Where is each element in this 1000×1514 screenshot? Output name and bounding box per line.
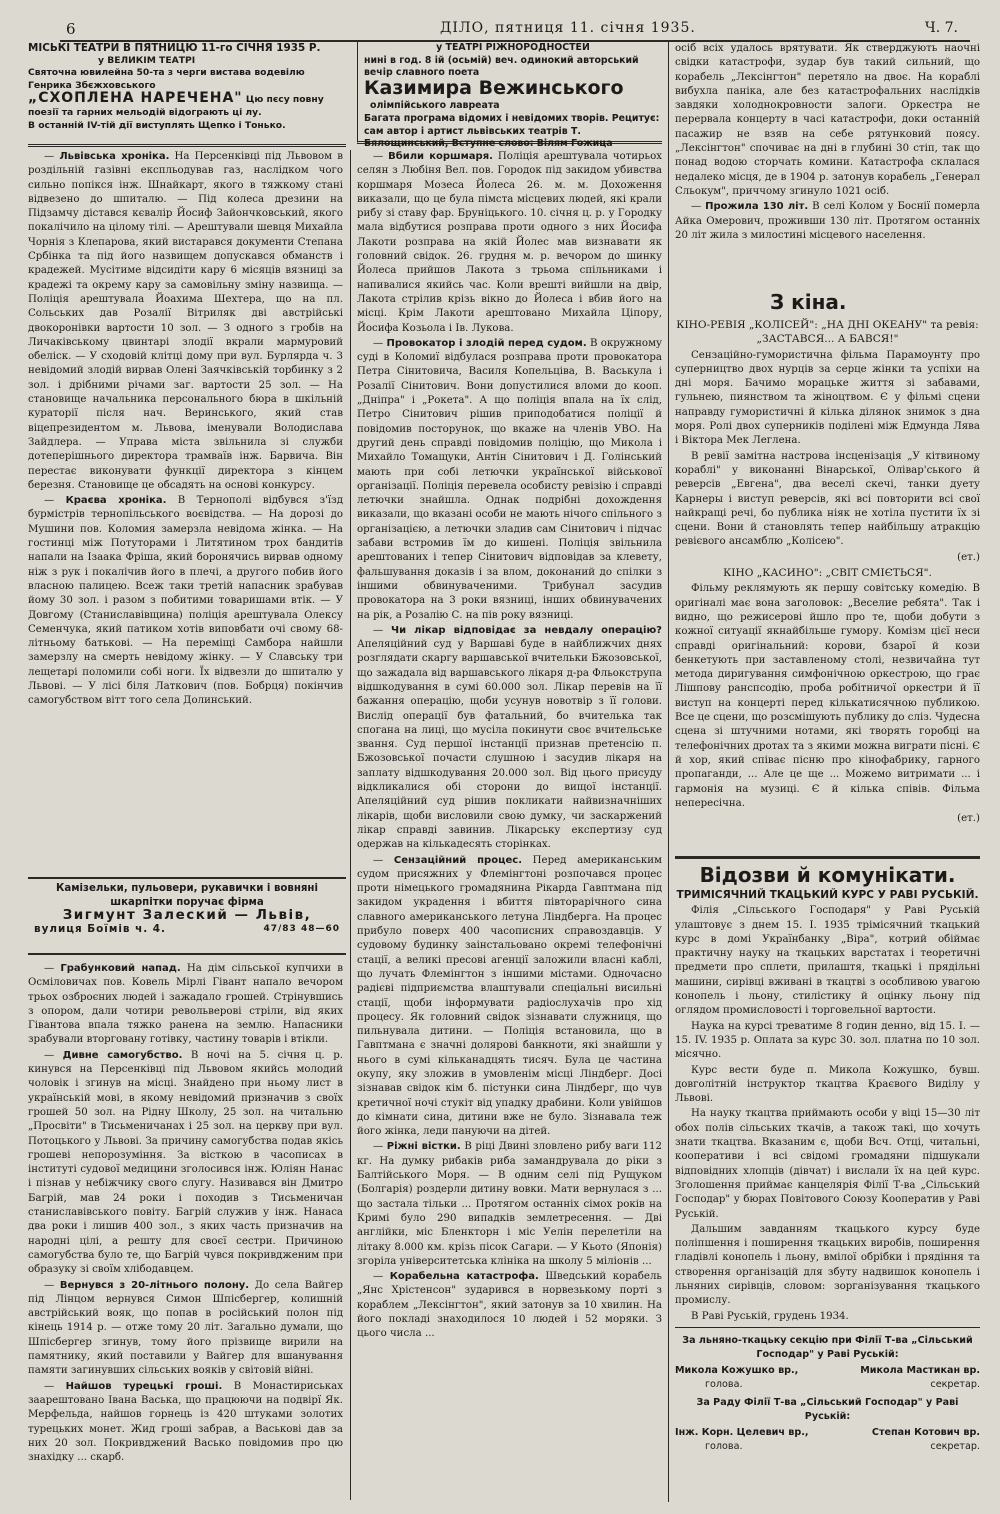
column-2 (357, 150, 662, 1502)
news-text: В селі Колом у Боснії померла Айка Омерович, проживши 130 літ. Протягом останніх 20 літ жила з милостині місцевого населення. (675, 201, 980, 241)
vezhynsky-advert (357, 42, 662, 150)
announcement-text: На науку ткацтва приймають особи у віці 15—30 літ обох полів сільських ткачів, а також такі, що хочуть знати ткацтва. Вказаним є, щоби Всч. Отці, читальні, кооперативи і всі свідомі громадяни підшукали відповідних хлопців (дівчат) і вислали їх на цей курс. Зголошення приймає канцелярія Філії Т-ва „Сільський Господар" у бюрах Повітового Союзу Кооператив у Раві Руській. (675, 1108, 980, 1220)
kino-text: Фільму реклямують як першу совітську комедію. В оригіналі має вона заголовок: „Веселие ребята". Так і видно, що режисерові йшло про те, щоби добути з кожної ситуації якнайбільше гумору. Комізм цієї неси справді оригінальний: корови, бзарої й кози бенкетують при заставленому столі, незвичайна тут метода диригування симфонічною оркестрою, що грає Лішпову ранспсодію, проба робітничої оркестри й її виступ на концерті перед кількатисячною публикою. Все це сцени, що розсмішують публику до сліз. Чудесна сцена зі штучними нотами, які творять горобці на телефонічних дротах та з якими можна виграти пісні. Є й хор, який співає пісню про кінофабрику, гарного пропаганди, ... Але це ще ... Можемо витримати ... і гармонія на музиці. Є й кілька співів. Фільма непересічна. (675, 583, 980, 809)
theatre-advert (28, 42, 346, 147)
news-text: Апеляційний суд у Варшаві буде в найближчих днях розглядати скаргу варшавської вчительки Бжозовської, що зажадала від варшавського лікаря д-ра Фльокструпа відшкодування в сумі 60.000 зол. Лікар перевів на її бажання операцію, щоби усунув новотвір з її голови. Вислід операції був фатальний, бо вчителька так спогана на лиці, що мусіла покинути своє вчительське звання. Суд першої інстанції признав претенсію п. Бжозовської почасти слушною і засудив лікаря на заплату відшкодування 20.000 зол. Від цього присуду відкликалися обі сторони до вищої інстанції. Апеляційний суд рішив покликати найвизначніших лікарів, щоби висловили свою думку, чи заскаржений лікар справді завинив. Лікарську експертизу суд одержав на кількадесять сторінках. (357, 639, 662, 851)
news-head: Провокатор і злодій перед судом. (386, 337, 587, 349)
signature-row (675, 1364, 980, 1393)
news-head: Львівська хроніка. (59, 151, 170, 162)
news-head: Краєва хроніка. (65, 495, 167, 507)
news-text: В Тернополі відбувся з'їзд бурмістрів тернопільського воєвідства. — На дорозі до Мушини пов. Коломия замерзла невідома жінка. — На гостинці між Потуторами і Литятином трох бандитів напали на Ізаака Фріша, який боронячись вирвав одному ніж з рук і покалічив його в плечі, а другого побив його власною палицею. Всеж таки третій напасник зрабував йому 30 зол. і разом з побитими товаришами втік. — У Довгому (Станиславівщина) поліція арештувала Олексу Семенчука, який патиком хотів виповбати очі свому 68-літньому батькові. — На переміщі Самбора найшли замерзлу на смерть невідому жінку. — У Славську три лещетарі поломили собі ноги. Їх відвезли до шпиталю у Львові. — У лісі біля Латкович (пов. Бобрця) покінчив самогубством вітт того села Долинський. (28, 495, 343, 707)
author-initials: (ет.) (957, 551, 980, 563)
news-text: осіб всіх удалось врятувати. Як стверджують наочні свідки катастрофи, зудар був такий сильний, що корабель „Лексінгтон" перетяло на двоє. На кораблі вибухла паніка, але без катастрофальних наслідків завдяки холоднокровности залоги. Оркестра не перервала концерту в часі катастрофи, доки останній пасажир не взяв на себе рятунковий поясу. „Лексінгтон" спочиває на дні в глубині 30 стіп, так що понад водою сторчать комини. Катастрофа склалася недалеко місця, де в 1904 р. затонув корабель „Генерал Сльокум", приччому згинуло 1021 осіб. (675, 43, 980, 197)
news-item (675, 42, 980, 199)
masthead-date: ДІЛО, пятниця 11. січня 1935. (440, 20, 696, 36)
kino-heading: З кіна. (770, 290, 847, 314)
poet-name: Казимира Вежинського (364, 76, 624, 99)
ad-line: Цю пєсу повну поезії та гарних мельодій відограють ці лу. (28, 94, 324, 118)
page-number: 6 (66, 20, 76, 38)
announcement-date: В Раві Руській, грудень 1934. (691, 1310, 849, 1322)
news-head: Найшов турецькі гроші. (65, 1380, 223, 1392)
kino-text: В ревії замітна настрова інсценізація „У кітвиному кораблі" у виконанні Вінарської, Олівар'ського й реверсів „Евгена", два веселі скечі, танки дуету Карнеры і виступ реверсів, які всі повторити всі свої найкращі речі, бо публика ніяк не хотіла пустити їх зі сцени. Вони й становлять тепер найбільшу атракцію ревієвого ансамблю „Колісею". (675, 450, 980, 548)
news-head: Прожила 130 літ. (705, 201, 809, 213)
play-title: „СХОПЛЕНА НАРЕЧЕНА" (28, 90, 243, 107)
news-head: Вбили коршмаря. (388, 151, 493, 162)
news-text: До села Вайгер під Лінцом вернувся Симон Шпісбергер, колишній австрійський вояк, що попав в російський полон під кінець 1914 р. — отже тому 20 літ. Загально думали, що Шпісбергер згинув, тому його прізвище вирили на памятнику, який поставили у Вайгер для вшанування памяти загинувших сільських вояків у світовій війні. (28, 1279, 343, 1377)
announcement-text: Наука на курсі треватиме 8 годин денно, від 15. I. — 15. IV. 1935 р. Оплата за курс 30. зол. платна по 10 зол. місячно. (675, 1020, 980, 1061)
news-text: Поліція арештувала чотирьох селян з Любіня Вел. пов. Городок під закидом убивства коршмаря Мозеса Йолеса 26. м. м. Дохоження виказали, що це була пімста місцевих людей, які крали рибу зі ставу фар. Бруніцького. 10. січня ц. р. у Городку мала відбутися розправа проти одного з них Йосифа Лакоти розправа на якій Йолес мав визнавати як головний свідок. 26. грудня м. р. вечором до шинку Йолеса прийшов Лакота з трьома спільниками і напивалися якийсь час. Коли врешті вийшли на двір, Лакота стрілив крізь вікно до Йолеса і вбив його на місці. Крім Лакоти арештовано Михайла Ціпору, Йосифа Козьола і Ів. Лукова. (357, 151, 662, 334)
ad-line: у ВЕЛИКІМ ТЕАТРІ (98, 54, 196, 66)
column-rule (668, 42, 669, 1502)
kino-subheading: КІНО-РЕВІЯ „КОЛІСЕЙ": „НА ДНІ ОКЕАНУ" та ревія: „ЗАСТАВСЯ... А БАВСЯ!" (676, 319, 979, 346)
signer-name: Інж. Корн. Целевич вр., (675, 1426, 809, 1438)
ad-line: нині в год. 8 ій (осьмій) веч. одинокий авторський вечір славного поета (364, 54, 639, 79)
signer-role: секретар. (930, 1440, 980, 1452)
signature (675, 1364, 798, 1393)
announcements-section (675, 888, 980, 1502)
announcement-text: Курс вести буде п. Микола Кожушко, бувш. довголітній інструктор ткацтва Краєвого Виділу у Львові. (675, 1064, 980, 1105)
news-item: — Корабельна катастрофа. Шведський корабель „Янс Хрістенсон" зударився в норвезькому порті з кораблем „Лексінгтон", який затонув за 10 хвилин. На його покладі знаходилося 10 людей і 52 моряки. З цього числа ... (357, 1271, 662, 1340)
signature (860, 1364, 980, 1393)
divider (675, 1327, 980, 1328)
news-item: — Грабунковий напад. На дім сільської купчихи в Осміловичах пов. Ковель Мірлі Гівант напало вечором трьох озброєних людей і зажадало грошей. Стрінувшись з опором, дали чотири револьверові стріли, від яких Гівантова впала тяжко ранена на землю. Напасники зрабували вторговану готівку, частину товарів і втікли. (28, 963, 343, 1046)
news-item: — Провокатор і злодій перед судом. В окружному суді в Коломиї відбулася розправа проти провокатора Петра Сінитовича, Василя Копельціва, В. Васькула і Розалії Сінитович. Вони допустилися вломи до коoп. „Дніпра" і „Рокета". А що поліція впала на їх слід, Петро Сінитович рішив приподобатися поліції й повідомив посторунок, що вкаже на членів УВО. На другий день справді повідомив поліцію, що Микола і Михайло Томащуки, Антін Сінитович і Д. Голінський мають при собі летючки української військової організації. Поліція перевела особисту ревізію і справді летючки знайшла. Однак подрібні дохождення виказали, що вказані особи не мають нічого спільного з організацією, а летючки зладив сам Сінитович і підчас забави встромив їм до кишені. Поліція звільнила арештованих і тепер Сінитович відповідав за клевету, фальшування доказів і за влом, доконаний до спілки з іншими обвинуваченими. Трибунал засудив провокатора на 3 роки вязниці, інших обвинувачених на рік, а Розалію С. на пів року вязниці. (357, 337, 662, 621)
page-header (60, 18, 970, 42)
signature-row (675, 1426, 980, 1455)
news-text: На Персенківці під Львовом в роздільній газівні експльодував газ, наслідком чого сильно попікся інж. Шнайкарт, якого в тяжкому стані відвезено до шпиталю. — Під колеса дрезини на Підзамчу дістався кєвалір Йосиф Зайончковський, якого покалічило на цілому тілі. — Арештували шевця Михайла Чорнія з Клепарова, який вистарався документи Степана Србінка та під його назвищем допускався обманств і крадежей. Мусітиме відсидіти кару 6 місяців вязниці за крадежі та окрему кару за самовільну зміну назвища. — Поліція арештувала Йоахима Шехтера, що на пл. Сольських дав Розалії Вітриляк дві австрійські двокоронівки вартости 10 зол. — З одного з гробів на Личаківському цвинтарі злодії вкрали мармуровий обеліск. — У сходовій клітці дому при вул. Бурлярда ч. 3 невідомий злодій вирвав Олені Заячківській торбинку з 2 зол. і дрібними річами заг. вартости 25 зол. — На становище начальника персонального бюра в шкільній кураторії після нач. Веринського, який став віцепрезидентом м. Львова, іменували Володислава Зайдлера. — Управа міста звільнила зі служби дотеперішнього директора трамваїв інж. Барвича. Він перестає виконувати функції директора з кінцем березня. Становище це обсадять на основі конкурсу. (28, 151, 343, 491)
news-item: — Краєва хроніка. В Тернополі відбувся з'їзд бурмістрів тернопільського воєвідства. — На дорозі до Мушини пов. Коломия замерзла невідома жінка. — На гостинці між Потуторами і Литятином трох бандитів напали на Ізаака Фріша, який боронячись вирвав одному ніж з рук і покалічив його в плечі, а другого побив його власною палицею. Всеж таки третій напасник зрабував йому 30 зол. і разом з побитими товаришами втік. — У Довгому (Станиславівщина) поліція арештувала Олексу Семенчука, який патиком хотів виповбати очі свому 68-літньому батькові. — На переміщі Самбора найшли замерзлу на смерть невідому жінку. — У Славську три лещетарі поломили собі ноги. Їх відвезли до шпиталю у Львові. — У лісі біля Латкович (пов. Бобрця) покінчив самогубством вітт того села Долинський. (28, 495, 343, 707)
firm-name: Зигмунт Залеский — Львів, (62, 907, 312, 923)
news-item: — Чи лікар відповідає за невдалу операцію? Апеляційний суд у Варшаві буде в найближчих днях розглядати скаргу варшавської вчительки Бжозовської, що зажадала від варшавського лікаря д-ра Фльокструпа відшкодування в сумі 60.000 зол. Лікар перевів на її бажання операцію, щоби усунув новотвір з її голови. Вислід операції був фатальний, бо вчителька так спогана на лиці, що мусіла покинути своє вчительське звання. Суд першої інстанції признав претенсію п. Бжозовської почасти слушною і засудив лікаря на заплату відшкодування 20.000 зол. Від цього присуду відкликалися обі сторони до вищої інстанції. Апеляційний суд рішив покликати найвизначніших лікарів, щоби висловили свою думку, чи заскаржений лікар справді завинив. Лікарську експертизу суд одержав на кількадесять сторінках. (357, 624, 662, 851)
news-item: — Дивне самогубство. В ночі на 5. січня ц. р. кинувся на Персенківці під Львовом якийсь молодий чоловік і згинув на місці. Знайдено при ньому лист в українській мові, в якому невідомий призначив з своїх грошей 50 зол. на Рідну Школу, 25 зол. на читальню „Просвіти" в Тисьменичанах і 25 зол. на церкву при вул. Потоцького у Львові. За причину самогубства подав якісь грошеві непорозуміння. За вісткою в часописах в інституті судової медицини зголосився інж. Юліян Нанас і пізнав у небіжчику свого слугу. Називався він Дмитро Багрій, мав 24 роки і походив з Тисьменичан станиславівського повіту. Багрій служив у інж. Нанаса два роки і лишив 400 зол., з яких часть призначив на народні цілі, а решту для своєї сестри. Причиною самогубства було те, що Багрій чувся покривдженим при образуку зі своїм хлібодавцем. (28, 1049, 343, 1276)
announcement-text: Філія „Сільського Господаря" у Раві Руській улаштовує з днем 15. I. 1935 трімісячний ткацький курс в домі Українбанку „Віра", котрий обіймає практичну науку на ткацьких варстатах і теоретичні предмети про сплети, прилаштя, ткацькі і прядільні машини, сирівці вживані в ткацтві з особливою увагою конопель і льону, стилістику й оцінку льону під оглядом промисловості і торговельної вартости. (675, 905, 980, 1017)
column-1-top (28, 150, 343, 872)
news-item: — Найшов турецькі гроші. В Монастириськах заарештовано Івана Васька, що працюючи на подвірї Як. Мерфельда, найшов горнець із 420 штуками золотих турецьких монет. Жид гроші забрав, а Васькові дав за них 20 зол. Покривджений Васько повідомив про цю знахідку ... скарб. (28, 1380, 343, 1464)
ad-line: Багата програма відомих і невідомих творів. Рецитує: сам автор і артист львівських театрів Т. Бялощинський, Вступне слово: Вілям Гожица (364, 112, 660, 150)
ad-line: у ТЕАТРІ РІЖНОРОДНОСТЕЙ (436, 42, 590, 53)
news-text: В ночі на 5. січня ц. р. кинувся на Персенківці під Львовом якийсь молодий чоловік і згинув на місці. Знайдено при ньому лист в українській мові, в якому невідомий призначив з своїх грошей 50 зол. на Рідну Школу, 25 зол. на читальню „Просвіти" в Тисьменичанах і 25 зол. на церкву при вул. Потоцького у Львові. За причину самогубства подав якісь грошеві непорозуміння. За вісткою в часописах в інституті судової медицини зголосився інж. Юліян Нанас і пізнав у небіжчику свого слугу. Називався він Дмитро Багрій, мав 24 роки і походив з Тисьменичан станиславівського повіту. Багрій служив у інж. Нанаса два роки і лишив 400 зол., з яких часть призначив на народні цілі, а решту для своєї сестри. Причиною самогубства було те, що Багрій чувся покривдженим при образуку зі своїм хлібодавцем. (28, 1049, 343, 1276)
signature (675, 1426, 809, 1455)
ad-line: МІСЬКІ ТЕАТРИ В ПЯТНИЦЮ 11-го СІЧНЯ 1935 Р. (28, 42, 321, 54)
signature (872, 1426, 980, 1455)
announcement-text: Дальшим завданням ткацького курсу буде поліпшення і поширення ткацьких виробів, поширення гладівлі конопель і льону, вмілої обрібки і прядіння та створення організацій для збуту надвишок конопель і льняних сирівців, словом: зорганізування ткацького промислу. (675, 1223, 980, 1307)
signer-name: Микола Кожушко вр., (675, 1364, 799, 1376)
column-3-top (675, 42, 980, 280)
news-item: — Вернувся з 20-літнього полону. До села Вайгер під Лінцом вернувся Симон Шпісбергер, колишній австрійський вояк, що попав в російський полон під кінець 1914 р. — отже тому 20 літ. Загально думали, що Шпісбергер згинув, тому його прізвище вирили на памятнику, який поставили у Вайгер для вшанування памяти загинувших сільських вояків у світовій війні. (28, 1279, 343, 1377)
signer-role: голова. (705, 1440, 743, 1452)
shop-advert (28, 877, 346, 955)
news-item: — Львівська хроніка. На Персенківці під Львовом в роздільній газівні експльодував газ, наслідком чого сильно попікся інж. Шнайкарт, якого в тяжкому стані відвезено до шпиталю. — Під колеса дрезини на Підзамчу дістався кєвалір Йосиф Зайончковський, якого покалічило на цілому тілі. — Арештували шевця Михайла Чорнія з Клепарова, який вистарався документи Степана Србінка та під його назвищем допускався обманств і крадежей. Мусітиме відсидіти кару 6 місяців вязниці за крадежі та окрему кару за самовільну зміну назвища. — Поліція арештувала Йоахима Шехтера, що на пл. Сольських дав Розалії Вітриляк дві австрійські двокоронівки вартости 10 зол. — З одного з гробів на Личаківському цвинтарі злодії вкрали мармуровий обеліск. — У сходовій клітці дому при вул. Бурлярда ч. 3 невідомий злодій вирвав Олені Заячківській торбинку з 2 зол. і дрібними річами заг. вартости 25 зол. — На становище начальника персонального бюра в шкільній кураторії після нач. Веринського, який став віцепрезидентом м. Львова, іменували Володислава Зайдлера. — Управа міста звільнила зі служби дотеперішнього директора трамваїв інж. Барвича. Він перестає виконувати функції директора з кінцем березня. Становище це обсадять на основі конкурсу. (28, 151, 343, 491)
news-head: Грабунковий напад. (60, 963, 181, 974)
news-item: — Сензаційний процес. Перед американським судом присяжних у Флемінгтоні розпочався процес проти німецького громадянина Рікарда Гавптмана під закидом украдення і вбиття півторарічного сина славного американського летуна Ліндберга. На процес прибуло поверх 400 часописних справоздавців. У судовому будинку заінстальовано окремі телефонічні стації, а великі пресові агенції заложили власні каблі, що лучать Флемінгтон з іншими містами. Одночасно радієві підприємства влаштували спеціальні висильні стації, щоби інформувати радіослухачів про хід процесу. Як головний свідок зізнавати служниця, що пильнувала дитини. — Поліція встановила, що в Гавптмана є значні долярові банкноти, які знайшли у нього в сумі кільканадцять тисяч. Була це частина окупу, яку зложив в умовленім місці Ліндберг. Досі зізнавав свідок кім б. пістунки сина Ліндберг, що чув кретичної ночі стукіт від упадку драбини. Коли увійшов до кімнати сина, дитини вже не було. Зізнавала теж його жінка, леди пануючи на дітей. (357, 854, 662, 1138)
signature-heading: За Раду Філії Т-ва „Сільський Господар" у Раві Руській: (696, 1397, 959, 1423)
author-initials: (ет.) (957, 813, 980, 825)
signature-heading: За льняно-ткацьку секцію при Філії Т-ва „Сільський Господар" у Раві Руській: (682, 1334, 973, 1361)
kino-section (675, 318, 980, 848)
news-text: В окружному суді в Коломиї відбулася розправа проти провокатора Петра Сінитовича, Василя Копельціва, В. Васькула і Розалії Сінитович. Вони допустилися вломи до коoп. „Дніпра" і „Рокета". А що поліція впала на їх слід, Петро Сінитович рішив приподобатися поліції й повідомив посторунок, що вкаже на членів УВО. На другий день справді повідомив поліцію, що Микола і Михайло Томащуки, Антін Сінитович і Д. Голінський мають при собі летючки української військової організації. Поліція перевела особисту ревізію і справді летючки знайшла. Однак подрібні дохождення виказали, що вказані особи не мають нічого спільного з організацією, а летючки зладив сам Сінитович і підчас забави встромив їм до кишені. Поліція звільнила арештованих і тепер Сінитович відповідав за клевету, фальшування доказів і за влом, доконаний до спілки з іншими обвинуваченими. Трибунал засудив провокатора на 3 роки вязниці, інших обвинувачених на рік, а Розалію С. на пів року вязниці. (357, 337, 662, 621)
signer-name: Степан Котович вр. (871, 1426, 980, 1438)
column-rule (350, 150, 351, 1500)
news-head: Корабельна катастрофа. (389, 1271, 539, 1283)
signer-role: секретар. (930, 1378, 980, 1390)
course-heading: ТРИМІСЯЧНИЙ ТКАЦЬКИЙ КУРС У РАВІ РУСЬКІЙ. (676, 889, 979, 901)
column-1-bottom (28, 962, 343, 1502)
news-head: Ріжні вістки. (386, 1141, 461, 1153)
news-text: На дім сільської купчихи в Осміловичах пов. Ковель Мірлі Гівант напало вечором трьох озброєних людей і зажадало грошей. Стрінувшись з опором, дали чотири револьверові стріли, від яких Гівантова впала тяжко ранена на землю. Напасники зрабували вторговану готівку, частину товарів і втікли. (28, 963, 343, 1046)
firm-address (28, 923, 346, 937)
news-text: В Монастириськах заарештовано Івана Васька, що працюючи на подвірї Як. Мерфельда, найшов горнець із 420 штуками золотих турецьких монет. Жид гроші забрав, а Васькові дав за них 20 зол. Покривджений Васько повідомив про цю знахідку ... скарб. (28, 1380, 343, 1464)
news-head: Дивне самогубство. (62, 1049, 183, 1061)
news-head: Сензаційний процес. (393, 854, 522, 866)
news-text: В ріці Двині зловлено рибу ваги 112 кг. На думку рибаків риба замандрувала до ріки з Балтійського Моря. — В одним селі під Рущуком (Болгарія) роздерли дитину вовки. Мати вернулася з ... що застала тільки ... Протягом останніх сімох років на Кримі було 290 випадків землетресення. — Дві англійки, міс Бленкторн і міс Уелін перелетіли на літаку 8.000 км. крізь пісок Сагари. — У Кьото (Японія) згоріла університетська клініка на школу 5 міліонів ... (357, 1141, 662, 1267)
issue-number: Ч. 7. (924, 20, 958, 36)
ad-line: Святочна ювилейна 50-та з черги вистава водевілю Генрика Збєжховського (28, 67, 305, 91)
announcements-heading: Відозви й комунікати. (675, 856, 980, 887)
ad-line: В останній IV-тій дії виступлять Щепко і Тонько. (28, 119, 286, 131)
ad-code: 47/83 48—60 (263, 923, 340, 934)
ad-line: олімпійського лавреата (370, 100, 500, 112)
signer-name: Микола Мастикан вр. (860, 1364, 980, 1376)
kino-text: Сензаційно-гумористична фільма Парамоунту про суперництво двох нурців за серце жінки та успіхи на дні моря. Бачимо морацьке життя зі забавами, гульнею, пиянством та жіноцтвом. Є у фільмі сцени направду гумористичні й кілька ділянок знимок з дна моря. Ролі двох суперників поділені між Едмунда Лява і Віктора Мек Леглена. (675, 349, 980, 447)
news-item: — Вбили коршмаря. Поліція арештувала чотирьох селян з Любіня Вел. пов. Городок під закидом убивства коршмаря Мозеса Йолеса 26. м. м. Дохоження виказали, що це була пімста місцевих людей, які крали рибу зі ставу фар. Бруніцького. 10. січня ц. р. у Городку мала відбутися розправа проти одного з них Йосифа Лакоти розправа на якій Йолес мав визнавати як головний свідок. 26. грудня м. р. вечором до шинку Йолеса прийшов Лакота з трьома спільниками і напивалися якийсь час. Коли врешті вийшли на двір, Лакота стрілив крізь вікно до Йолеса і вбив його на місці. Крім Лакоти арештовано Михайла Ціпору, Йосифа Козьола і Ів. Лукова. (357, 151, 662, 334)
news-head: Чи лікар відповідає за невдалу операцію? (391, 624, 662, 636)
news-text: Шведський корабель „Янс Хрістенсон" зударився в норвезькому порті з кораблем „Лексінгтон", який затонув за 10 хвилин. На його покладі знаходилося 10 людей і 52 моряки. З цього числа ... (357, 1271, 662, 1340)
kino-subheading: КІНО „КАСИНО": „СВІТ СМІЄТЬСЯ". (723, 567, 932, 580)
news-head: Вернувся з 20-літнього полону. (59, 1279, 250, 1291)
news-text: Перед американським судом присяжних у Флемінгтоні розпочався процес проти німецького громадянина Рікарда Гавптмана під закидом украдення і вбиття півторарічного сина славного американського летуна Ліндберга. На процес прибуло поверх 400 часописних справоздавців. У судовому будинку заінстальовано окремі телефонічні стації, а великі пресові агенції заложили власні каблі, що лучать Флемінгтон з іншими містами. Одночасно радієві підприємства влаштували спеціальні висильні стації, щоби інформувати радіослухачів про хід процесу. Як головний свідок зізнавати служниця, що пильнувала дитини. — Поліція встановила, що в Гавптмана є значні долярові банкноти, які знайшли у нього в сумі кільканадцять тисяч. Була це частина окупу, яку зложив в умовленім місці Ліндберг. Досі зізнавав свідок кім б. пістунки сина Ліндберг, що чув кретичної ночі стукіт від упадку драбини. Коли увійшов до кімнати сина, дитини вже не було. Зізнавала теж його жінка, леди пануючи на дітей. (357, 854, 662, 1138)
ad-line: Камізельки, пульовери, рукавички і вовняні шкарпітки поручає фірма (56, 883, 318, 908)
signer-role: голова. (705, 1378, 743, 1390)
news-item: — Прожила 130 літ. В селі Колом у Боснії померла Айка Омерович, проживши 130 літ. Протягом останніх 20 літ жила з милостині місцевого населення. (675, 201, 980, 241)
ad-line: вулиця Боїмів ч. 4. (34, 922, 166, 935)
news-item: — Ріжні вістки. В ріці Двині зловлено рибу ваги 112 кг. На думку рибаків риба замандрувала до ріки з Балтійського Моря. — В одним селі під Рущуком (Болгарія) роздерли дитину вовки. Мати вернулася з ... що застала тільки ... Протягом останніх сімох років на Кримі було 290 випадків землетресення. — Дві англійки, міс Бленкторн і міс Уелін перелетіли на літаку 8.000 км. крізь пісок Сагари. — У Кьото (Японія) згоріла університетська клініка на школу 5 міліонів ... (357, 1141, 662, 1267)
